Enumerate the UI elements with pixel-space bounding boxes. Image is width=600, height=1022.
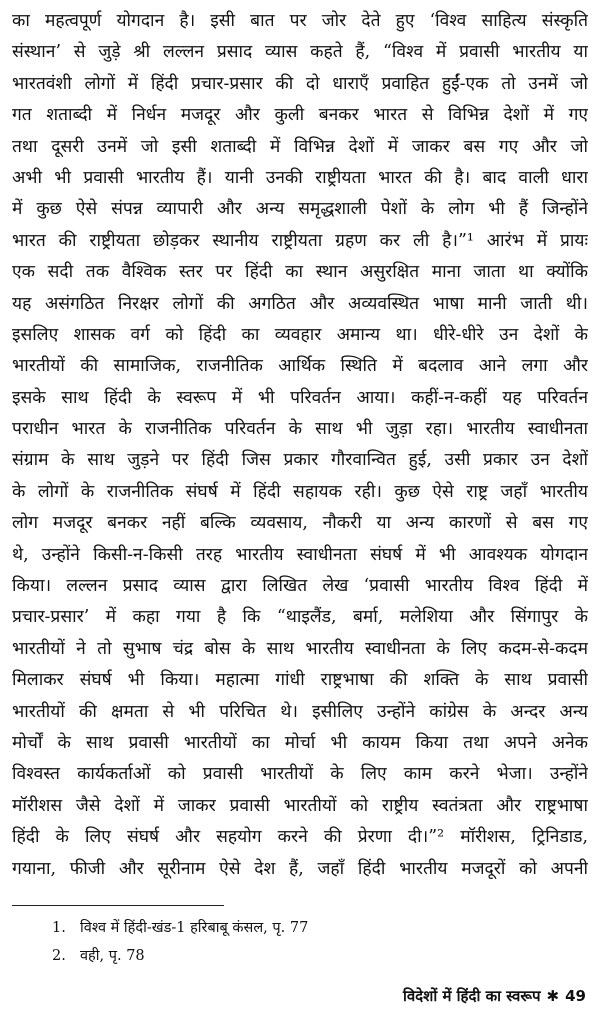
footnote-number: 2. (52, 948, 66, 964)
text-line: भारतीयों की सामाजिक, राजनीतिक आर्थिक स्थिति में बदलाव आने लगा और (12, 356, 588, 377)
text-line: गयाना, फीजी और सूरीनाम ऐसे देश हैं, जहाँ हिंदी भारतीय मजदूरों को अपनी (12, 858, 588, 879)
text-line: मोर्चों के साथ प्रवासी भारतीयों का मोर्चा भी कायम किया तथा अपने अनेक (12, 732, 588, 753)
footer-star-icon: ✱ (546, 987, 560, 1005)
page-number: 49 (565, 987, 586, 1005)
text-line: गत शताब्दी में निर्धन मजदूर और कुली बनकर भारत से विभिन्न देशों में गए (12, 105, 588, 126)
text-line: किया। लल्लन प्रसाद व्यास द्वारा लिखित लेख ‘प्रवासी भारतीय विश्व हिंदी में (12, 576, 588, 597)
footnote-item (52, 914, 308, 942)
body-paragraph (12, 6, 588, 885)
text-line: इसके साथ हिंदी के स्वरूप में भी परिवर्तन आया। कहीं-न-कहीं यह परिवर्तन (12, 387, 588, 408)
text-line: लोग मजदूर बनकर नहीं बल्कि व्यवसाय, नौकरी या अन्य कारणों से बस गए (12, 513, 588, 534)
text-line: भारतीयों की क्षमता से भी परिचित थे। इसीलिए उन्होंने कांग्रेस के अन्दर अन्य (12, 701, 588, 722)
text-line: भारतीयों ने तो सुभाष चंद्र बोस के साथ भारतीय स्वाधीनता के लिए कदम-से-कदम (12, 638, 588, 659)
text-line: इसलिए शासक वर्ग को हिंदी का व्यवहार अमान्य था। धीरे-धीरे उन देशों के (12, 324, 588, 345)
text-line: यह असंगठित निरक्षर लोगों की अगठित और अव्यवस्थित भाषा मानी जाती थी। (12, 293, 588, 314)
text-line: प्रचार-प्रसार’ में कहा गया है कि “थाइलैंड, बर्मा, मलेशिया और सिंगापुर के (12, 607, 588, 628)
text-line: थे, उन्होंने किसी-न-किसी तरह भारतीय स्वाधीनता संघर्ष में भी आवश्यक योगदान (12, 544, 588, 565)
footnote-number: 1. (52, 920, 66, 936)
text-line: हिंदी के लिए संघर्ष और सहयोग करने की प्रेरणा दी।”² मॉरीशस, ट्रिनिडाड, (12, 827, 588, 848)
text-line: एक सदी तक वैश्विक स्तर पर हिंदी का स्थान असुरक्षित माना जाता था क्योंकि (12, 262, 588, 283)
running-footer (403, 986, 586, 1006)
footnote-text: वही, पृ. 78 (80, 948, 145, 964)
text-line: का महत्वपूर्ण योगदान है। इसी बात पर जोर देते हुए ‘विश्व साहित्य संस्कृति (12, 11, 588, 31)
text-line: अभी भी प्रवासी भारतीय हैं। यानी उनकी राष्ट्रीयता भारत की है। बाद वाली धारा (12, 167, 588, 188)
text-line: भारत की राष्ट्रीयता छोड़कर स्थानीय राष्ट्रीयता ग्रहण कर ली है।”¹ आरंभ में प्रायः (12, 230, 588, 251)
text-line: मॉरीशस जैसे देशों में जाकर प्रवासी भारतीयों को राष्ट्रीय स्वतंत्रता और राष्ट्रभाषा (12, 795, 588, 816)
text-line: संग्राम के साथ जुड़ने पर हिंदी जिस प्रकार गौरवान्वित हुई, उसी प्रकार उन देशों (12, 450, 588, 471)
text-line: पराधीन भारत के राजनीतिक परिवर्तन के साथ भी जुड़ा रहा। भारतीय स्वाधीनता (12, 419, 588, 440)
text-line: तथा दूसरी उनमें जो इसी शताब्दी में विभिन्न देशों में जाकर बस गए और जो (12, 136, 588, 157)
text-line: के लोगों के राजनीतिक संघर्ष में हिंदी सहायक रही। कुछ ऐसे राष्ट्र जहाँ भारतीय (12, 481, 588, 502)
text-line: विश्वस्त कार्यकर्ताओं को प्रवासी भारतीयों के लिए काम करने भेजा। उन्होंने (12, 764, 588, 785)
text-line: संस्थान’ से जुड़े श्री लल्लन प्रसाद व्यास कहते हैं, “विश्व में प्रवासी भारतीय या (12, 42, 588, 63)
text-line: मिलाकर संघर्ष भी किया। महात्मा गांधी राष्ट्रभाषा की शक्ति के साथ प्रवासी (12, 670, 588, 691)
footnote-item (52, 942, 308, 970)
footnotes-list (52, 914, 308, 970)
footnote-divider (12, 905, 224, 906)
footer-book-title: विदेशों में हिंदी का स्वरूप (402, 987, 541, 1005)
text-line: भारतवंशी लोगों में हिंदी प्रचार-प्रसार की दो धाराएँ प्रवाहित हुईं-एक तो उनमें जो (12, 73, 588, 94)
footnote-text: विश्व में हिंदी-खंड-1 हरिबाबू कंसल, पृ. 77 (80, 920, 309, 936)
text-line: में कुछ ऐसे संपन्न व्यापारी और अन्य समृद्धशाली पेशों के लोग भी हैं जिन्होंने (12, 199, 588, 220)
